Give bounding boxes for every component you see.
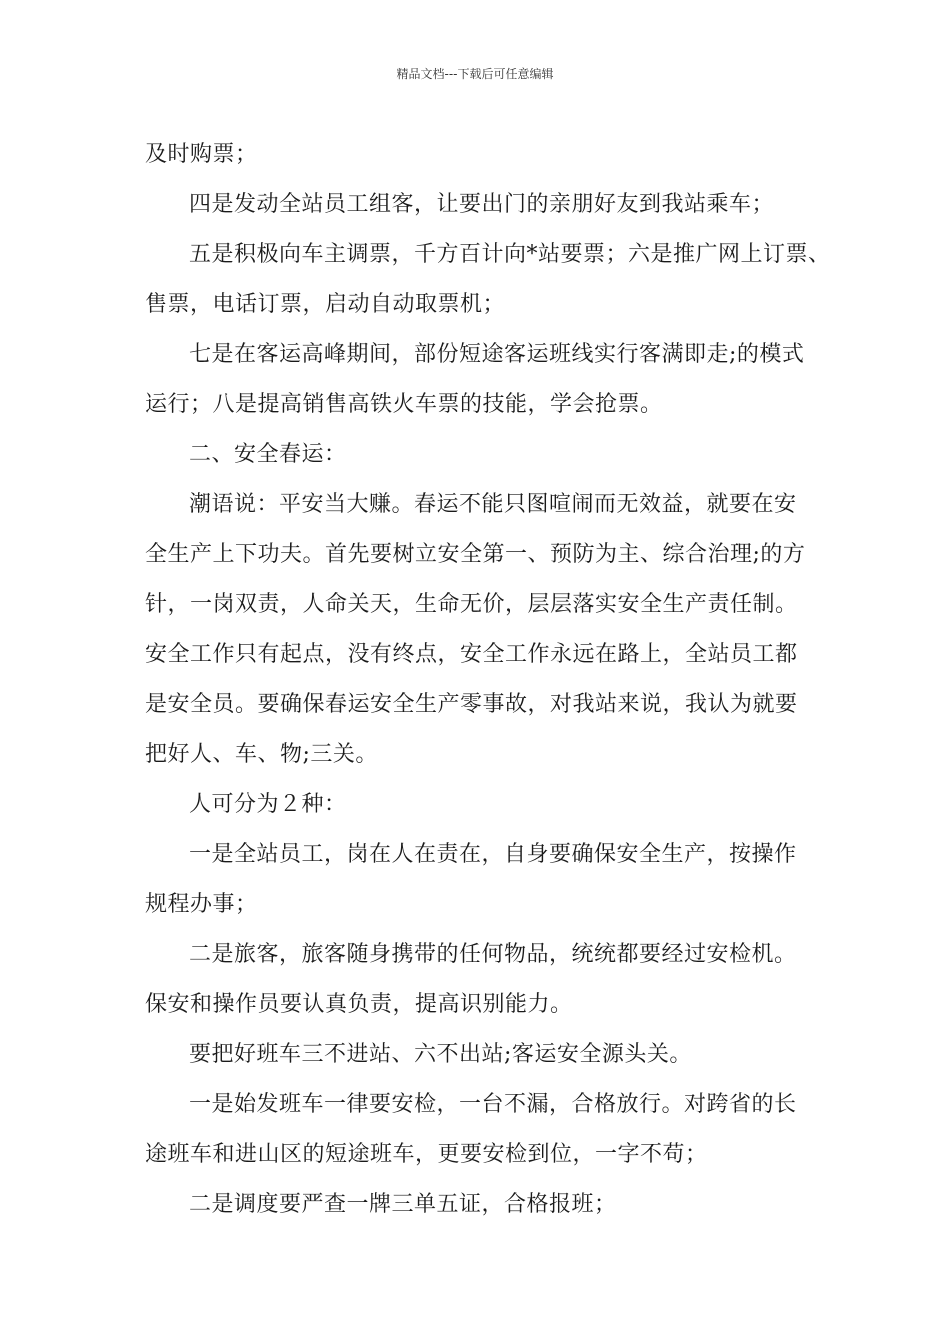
text-line: 把好人、车、物;三关。 <box>145 742 378 767</box>
paragraph-3 <box>145 230 831 330</box>
text-line: 一是全站员工，岗在人在责在，自身要确保安全生产，按操作 <box>189 842 797 867</box>
text-line: 保安和操作员要认真负责，提高识别能力。 <box>145 992 573 1017</box>
text-line: 二是调度要严查一牌三单五证，合格报班； <box>189 1192 617 1217</box>
text-line: 要把好班车三不进站、六不出站;客运安全源头关。 <box>189 1042 692 1067</box>
paragraph-1 <box>145 130 825 180</box>
text-line: 全生产上下功夫。首先要树立安全第一、预防为主、综合治理;的方 <box>145 542 806 567</box>
text-line: 二是旅客，旅客随身携带的任何物品，统统都要经过安检机。 <box>189 942 797 967</box>
paragraph-10 <box>145 1030 825 1080</box>
text-line: 人可分为２种： <box>189 792 347 817</box>
text-line: 针，一岗双责，人命关天，生命无价，层层落实安全生产责任制。 <box>145 592 798 617</box>
paragraph-11 <box>145 1080 825 1180</box>
paragraph-5 <box>145 430 825 480</box>
text-line: 四是发动全站员工组客，让要出门的亲朋好友到我站乘车； <box>189 192 775 217</box>
text-line: 安全工作只有起点，没有终点，安全工作永远在路上，全站员工都 <box>145 642 798 667</box>
paragraph-8 <box>145 830 825 930</box>
text-line: 及时购票； <box>145 142 258 167</box>
paragraph-9 <box>145 930 825 1030</box>
paragraph-2 <box>145 180 825 230</box>
text-line: 是安全员。要确保春运安全生产零事故，对我站来说，我认为就要 <box>145 692 798 717</box>
text-line: 二、安全春运： <box>189 442 347 467</box>
text-line: 途班车和进山区的短途班车，更要安检到位，一字不苟； <box>145 1142 708 1167</box>
text-line: 七是在客运高峰期间，部份短途客运班线实行客满即走;的模式 <box>189 342 805 367</box>
document-body <box>145 130 831 1230</box>
paragraph-6 <box>145 480 825 780</box>
text-line: 一是始发班车一律要安检，一台不漏，合格放行。对跨省的长 <box>189 1092 797 1117</box>
text-line: 潮语说：平安当大赚。春运不能只图喧闹而无效益，就要在安 <box>189 492 797 517</box>
text-line: 五是积极向车主调票，千方百计向*站要票；六是推广网上订票、 <box>189 242 831 267</box>
text-line: 运行；八是提高销售高铁火车票的技能，学会抢票。 <box>145 392 663 417</box>
text-line: 规程办事； <box>145 892 258 917</box>
paragraph-4 <box>145 330 825 430</box>
paragraph-7 <box>145 780 825 830</box>
text-line: 售票，电话订票，启动自动取票机； <box>145 292 506 317</box>
page-header: 精品文档---下载后可任意编辑 <box>396 67 554 81</box>
paragraph-12 <box>145 1180 825 1230</box>
